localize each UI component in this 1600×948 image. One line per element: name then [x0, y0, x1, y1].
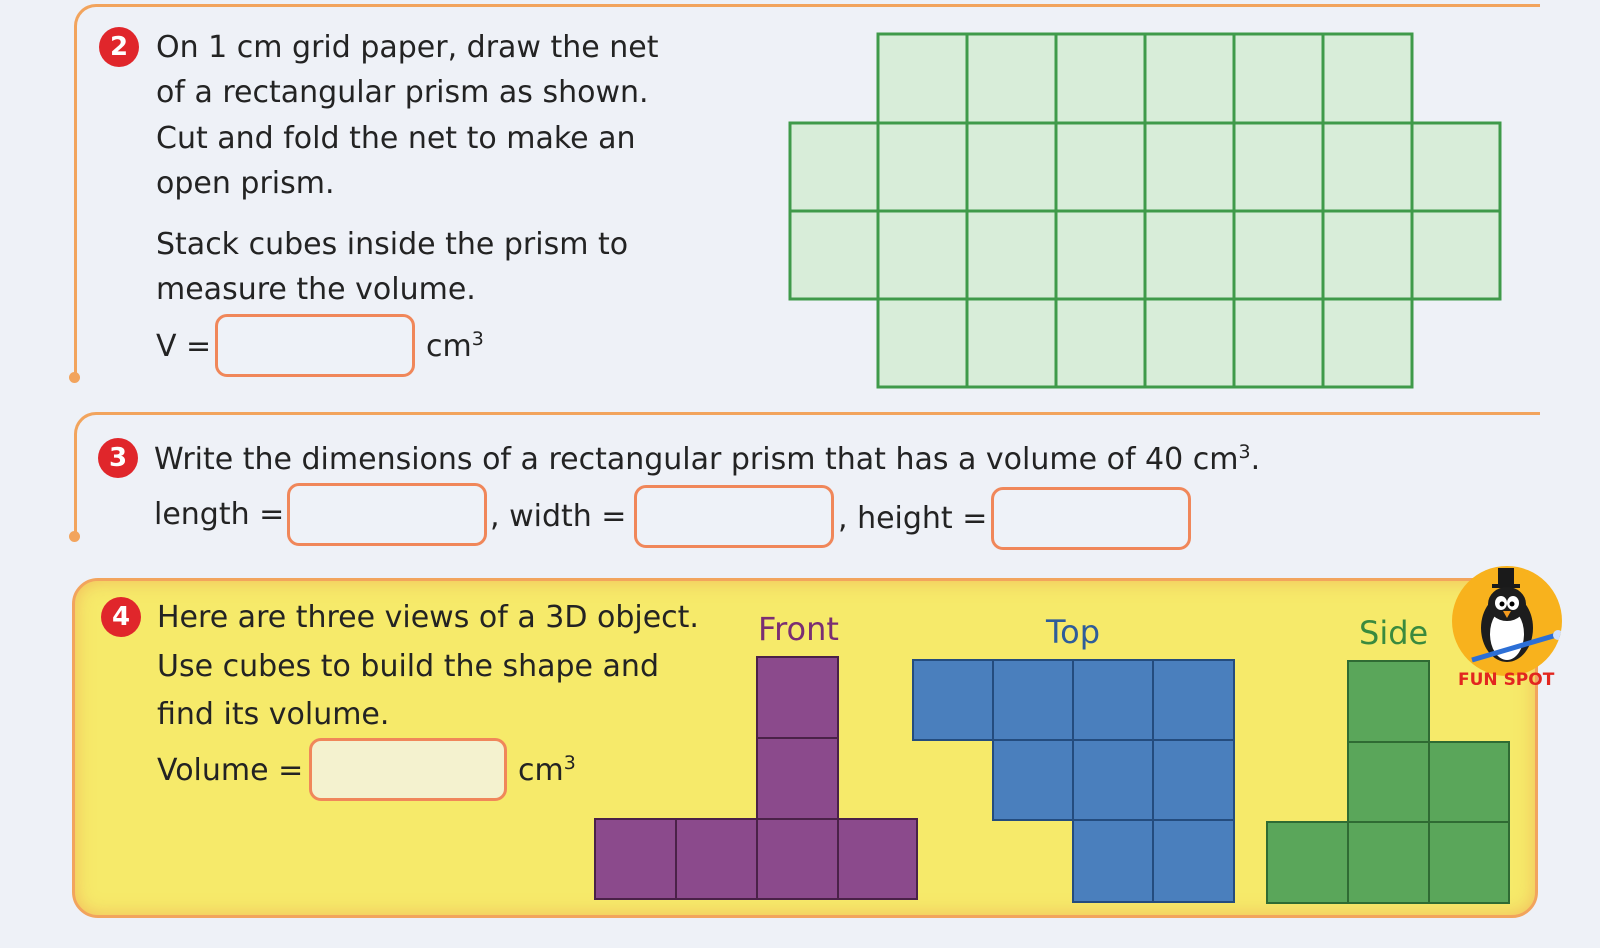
net-cell [1412, 211, 1500, 299]
q2-line-1: On 1 cm grid paper, draw the net [156, 30, 659, 65]
top-cube [1073, 820, 1153, 902]
net-cell [1234, 34, 1323, 123]
q4-line-1: Here are three views of a 3D object. [157, 600, 699, 635]
penguin-icon [1452, 566, 1562, 676]
net-cell [1056, 34, 1145, 123]
q4-line-3: find its volume. [157, 697, 390, 732]
top-cube [993, 660, 1073, 740]
top-cube [1153, 740, 1234, 820]
net-cell [1323, 123, 1412, 211]
q3-frame-top [100, 412, 1540, 415]
net-cell [878, 211, 967, 299]
top-cube [1153, 820, 1234, 902]
q3-width-answer-box[interactable] [634, 485, 834, 548]
q4-volume-answer-box[interactable] [309, 738, 507, 801]
net-cell [1234, 211, 1323, 299]
top-view-drawing [908, 655, 1240, 907]
net-cell [967, 123, 1056, 211]
top-cube [913, 660, 993, 740]
net-cell [1323, 211, 1412, 299]
fun-spot-badge [1452, 566, 1562, 676]
front-cube [757, 657, 838, 738]
q2-frame-left [74, 30, 77, 378]
side-cube [1429, 742, 1509, 822]
q2-v-label: V = [156, 329, 212, 364]
q2-line-2: of a rectangular prism as shown. [156, 75, 649, 110]
q3-prompt-text: Write the dimensions of a rectangular prism that has a volume of 40 cm [154, 442, 1239, 477]
top-cube [1153, 660, 1234, 740]
q4-unit-exp: 3 [563, 752, 576, 774]
q2-line-5: Stack cubes inside the prism to [156, 227, 629, 262]
net-cell [1145, 123, 1234, 211]
side-view-drawing [1262, 656, 1514, 908]
top-cube [993, 740, 1073, 820]
q2-number: 2 [109, 32, 129, 62]
q4-volume-label: Volume = [157, 753, 304, 788]
q2-line-4: open prism. [156, 166, 335, 201]
q2-frame-top [100, 4, 1540, 7]
net-cell [790, 123, 878, 211]
net-cell [1145, 34, 1234, 123]
net-cell [790, 211, 878, 299]
net-cell [1145, 211, 1234, 299]
q4-number: 4 [111, 602, 131, 632]
front-view-label: Front [758, 610, 839, 648]
front-view-drawing [590, 652, 922, 904]
side-cube [1429, 822, 1509, 903]
front-cube [757, 738, 838, 819]
front-cube [757, 819, 838, 899]
fun-spot-label: FUN SPOT [1458, 670, 1555, 690]
net-cell [1234, 299, 1323, 387]
front-cube [838, 819, 917, 899]
side-view-label: Side [1359, 614, 1429, 652]
net-cell [1234, 123, 1323, 211]
q3-number: 3 [108, 443, 128, 473]
top-cube [1073, 660, 1153, 740]
q3-length-answer-box[interactable] [287, 483, 487, 546]
q2-number-badge [99, 27, 139, 67]
q3-number-badge [98, 438, 138, 478]
q3-width-label: , width = [490, 499, 627, 534]
q2-prism-net [780, 26, 1510, 396]
q2-line-3: Cut and fold the net to make an [156, 121, 636, 156]
net-cell [1056, 123, 1145, 211]
q3-prompt-exp: 3 [1238, 441, 1251, 463]
net-cell [967, 34, 1056, 123]
net-cell [967, 211, 1056, 299]
q4-number-badge [101, 597, 141, 637]
side-cube [1348, 742, 1429, 822]
net-cell [878, 34, 967, 123]
net-cell [878, 123, 967, 211]
net-cell [1056, 211, 1145, 299]
side-cube [1267, 822, 1348, 903]
net-cell [967, 299, 1056, 387]
net-cell [1323, 34, 1412, 123]
q4-unit-text: cm [518, 753, 564, 788]
side-cube [1348, 661, 1429, 742]
q2-unit [426, 324, 484, 369]
q4-line-2: Use cubes to build the shape and [157, 649, 659, 684]
net-cell [1145, 299, 1234, 387]
q4-unit [518, 748, 576, 793]
net-cell [1056, 299, 1145, 387]
q2-frame-dot [69, 372, 80, 383]
q3-frame-left [74, 438, 77, 536]
net-cell [1412, 123, 1500, 211]
q3-prompt-end: . [1250, 442, 1261, 477]
q3-length-label: length = [154, 497, 285, 532]
net-cell [1323, 299, 1412, 387]
side-cube [1348, 822, 1429, 903]
top-cube [1073, 740, 1153, 820]
q2-volume-answer-box[interactable] [215, 314, 415, 377]
front-cube [595, 819, 676, 899]
q2-unit-text: cm [426, 329, 472, 364]
net-cell [878, 299, 967, 387]
top-view-label: Top [1046, 613, 1100, 651]
q2-line-6: measure the volume. [156, 272, 476, 307]
front-cube [676, 819, 757, 899]
q2-unit-exp: 3 [471, 328, 484, 350]
q3-height-answer-box[interactable] [991, 487, 1191, 550]
q3-height-label: , height = [838, 501, 988, 536]
q3-prompt [154, 437, 1260, 482]
q3-frame-dot [69, 531, 80, 542]
